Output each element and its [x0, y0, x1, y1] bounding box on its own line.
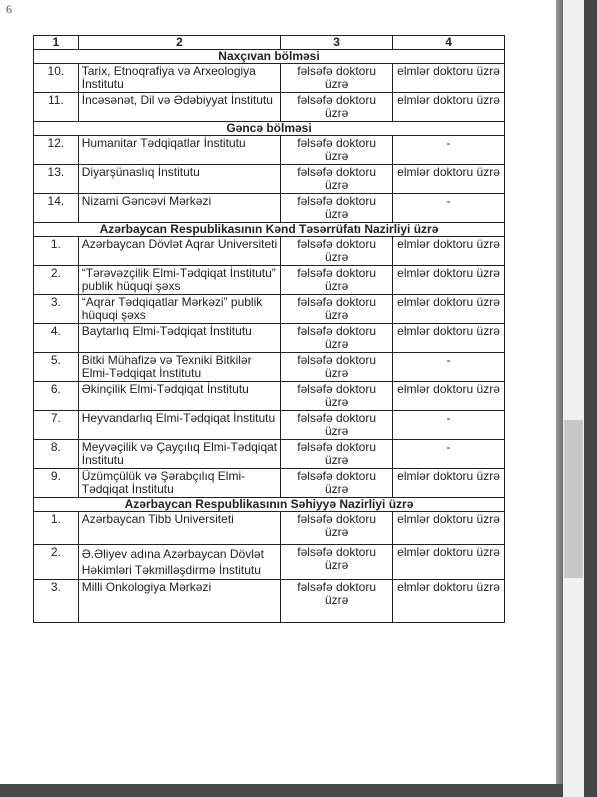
row-number: 5.	[34, 353, 79, 382]
row-number: 2.	[34, 266, 79, 295]
row-number: 3.	[34, 580, 79, 623]
institution-name: Baytarlıq Elmi-Tədqiqat İnstitutu	[78, 324, 280, 353]
institution-name: Azərbaycan Dövlət Aqrar Universiteti	[78, 237, 280, 266]
phd-cell: fəlsəfə doktoru üzrə	[281, 165, 393, 194]
dsc-cell: elmlər doktoru üzrə	[393, 64, 505, 93]
header-cell-2: 2	[78, 36, 280, 50]
section-title: Gəncə bölməsi	[34, 122, 505, 136]
dsc-cell: elmlər doktoru üzrə	[393, 469, 505, 498]
table-row	[34, 194, 505, 223]
dsc-cell: elmlər doktoru üzrə	[393, 382, 505, 411]
phd-cell: fəlsəfə doktoru üzrə	[281, 440, 393, 469]
phd-cell: fəlsəfə doktoru üzrə	[281, 353, 393, 382]
dsc-cell: elmlər doktoru üzrə	[393, 266, 505, 295]
row-number: 11.	[34, 93, 79, 122]
institution-name: Nizami Gəncəvi Mərkəzi	[78, 194, 280, 223]
table-row	[34, 512, 505, 545]
phd-cell: fəlsəfə doktoru üzrə	[281, 295, 393, 324]
section-title: Azərbaycan Respublikasının Səhiyyə Nazirliyi üzrə	[34, 498, 505, 512]
section-header-agriculture	[34, 223, 505, 237]
institution-name: Əkinçilik Elmi-Tədqiqat İnstitutu	[78, 382, 280, 411]
institution-name: Ə.Əliyev adına Azərbaycan Dövlət Həkimləri Təkmilləşdirmə İnstitutu	[78, 545, 280, 580]
section-title: Naxçıvan bölməsi	[34, 50, 505, 64]
row-number: 1.	[34, 512, 79, 545]
dsc-cell: -	[393, 353, 505, 382]
scrollbar-track[interactable]	[563, 0, 584, 797]
phd-cell: fəlsəfə doktoru üzrə	[281, 136, 393, 165]
row-number: 10.	[34, 64, 79, 93]
row-number: 13.	[34, 165, 79, 194]
institution-name: Diyarşünaslıq İnstitutu	[78, 165, 280, 194]
table-row	[34, 165, 505, 194]
phd-cell: fəlsəfə doktoru üzrə	[281, 324, 393, 353]
phd-cell: fəlsəfə doktoru üzrə	[281, 93, 393, 122]
institution-name: Tarix, Etnoqrafiya və Arxeologiya İnstitutu	[78, 64, 280, 93]
table-row	[34, 237, 505, 266]
table-row	[34, 136, 505, 165]
phd-cell: fəlsəfə doktoru üzrə	[281, 580, 393, 623]
institution-name: Milli Onkologiya Mərkəzi	[78, 580, 280, 623]
institution-name: Humanitar Tədqiqatlar İnstitutu	[78, 136, 280, 165]
table-row	[34, 295, 505, 324]
row-number: 6.	[34, 382, 79, 411]
phd-cell: fəlsəfə doktoru üzrə	[281, 266, 393, 295]
table-header-row	[34, 36, 505, 50]
institution-name: Bitki Mühafizə və Texniki Bitkilər Elmi-Tədqiqat İnstitutu	[78, 353, 280, 382]
phd-cell: fəlsəfə doktoru üzrə	[281, 382, 393, 411]
phd-cell: fəlsəfə doktoru üzrə	[281, 64, 393, 93]
row-number: 1.	[34, 237, 79, 266]
table-row	[34, 324, 505, 353]
dsc-cell: elmlər doktoru üzrə	[393, 580, 505, 623]
row-number: 7.	[34, 411, 79, 440]
institution-name: Üzümçülük və Şərabçılıq Elmi-Tədqiqat İnstitutu	[78, 469, 280, 498]
section-header-health	[34, 498, 505, 512]
row-number: 8.	[34, 440, 79, 469]
phd-cell: fəlsəfə doktoru üzrə	[281, 411, 393, 440]
row-number: 14.	[34, 194, 79, 223]
header-cell-4: 4	[393, 36, 505, 50]
phd-cell: fəlsəfə doktoru üzrə	[281, 512, 393, 545]
institution-name: “Tərəvəzçilik Elmi-Tədqiqat İnstitutu” publik hüquqi şəxs	[78, 266, 280, 295]
phd-cell: fəlsəfə doktoru üzrə	[281, 469, 393, 498]
phd-cell: fəlsəfə doktoru üzrə	[281, 237, 393, 266]
dsc-cell: elmlər doktoru üzrə	[393, 295, 505, 324]
dsc-cell: elmlər doktoru üzrə	[393, 324, 505, 353]
table-row	[34, 440, 505, 469]
phd-cell: fəlsəfə doktoru üzrə	[281, 545, 393, 580]
dsc-cell: -	[393, 136, 505, 165]
table-row	[34, 382, 505, 411]
row-number: 12.	[34, 136, 79, 165]
page-number: 6	[6, 2, 12, 16]
table-row	[34, 64, 505, 93]
header-cell-3: 3	[281, 36, 393, 50]
institutions-table	[33, 35, 505, 623]
table-row	[34, 411, 505, 440]
scrollbar-thumb[interactable]	[564, 420, 583, 578]
table-row	[34, 469, 505, 498]
table-row	[34, 580, 505, 623]
dsc-cell: elmlər doktoru üzrə	[393, 237, 505, 266]
row-number: 2.	[34, 545, 79, 580]
phd-cell: fəlsəfə doktoru üzrə	[281, 194, 393, 223]
section-header-nakhchivan	[34, 50, 505, 64]
institution-name: Heyvandarlıq Elmi-Tədqiqat İnstitutu	[78, 411, 280, 440]
table-row	[34, 353, 505, 382]
table-row	[34, 545, 505, 580]
table-row	[34, 93, 505, 122]
header-cell-1: 1	[34, 36, 79, 50]
dsc-cell: -	[393, 411, 505, 440]
row-number: 3.	[34, 295, 79, 324]
dsc-cell: -	[393, 194, 505, 223]
institution-name: Meyvəçilik və Çayçılıq Elmi-Tədqiqat İnstitutu	[78, 440, 280, 469]
row-number: 4.	[34, 324, 79, 353]
dsc-cell: elmlər doktoru üzrə	[393, 165, 505, 194]
dsc-cell: elmlər doktoru üzrə	[393, 545, 505, 580]
section-title: Azərbaycan Respublikasının Kənd Təsərrüfatı Nazirliyi üzrə	[34, 223, 505, 237]
institution-name: Azərbaycan Tibb Universiteti	[78, 512, 280, 545]
institution-name: “Aqrar Tədqiqatlar Mərkəzi” publik hüquqi şəxs	[78, 295, 280, 324]
row-number: 9.	[34, 469, 79, 498]
dsc-cell: elmlər doktoru üzrə	[393, 93, 505, 122]
dsc-cell: elmlər doktoru üzrə	[393, 512, 505, 545]
dsc-cell: -	[393, 440, 505, 469]
institution-name: İncəsənət, Dil və Ədəbiyyat İnstitutu	[78, 93, 280, 122]
page-bottom-shadow	[0, 784, 566, 797]
table-row	[34, 266, 505, 295]
section-header-ganja	[34, 122, 505, 136]
